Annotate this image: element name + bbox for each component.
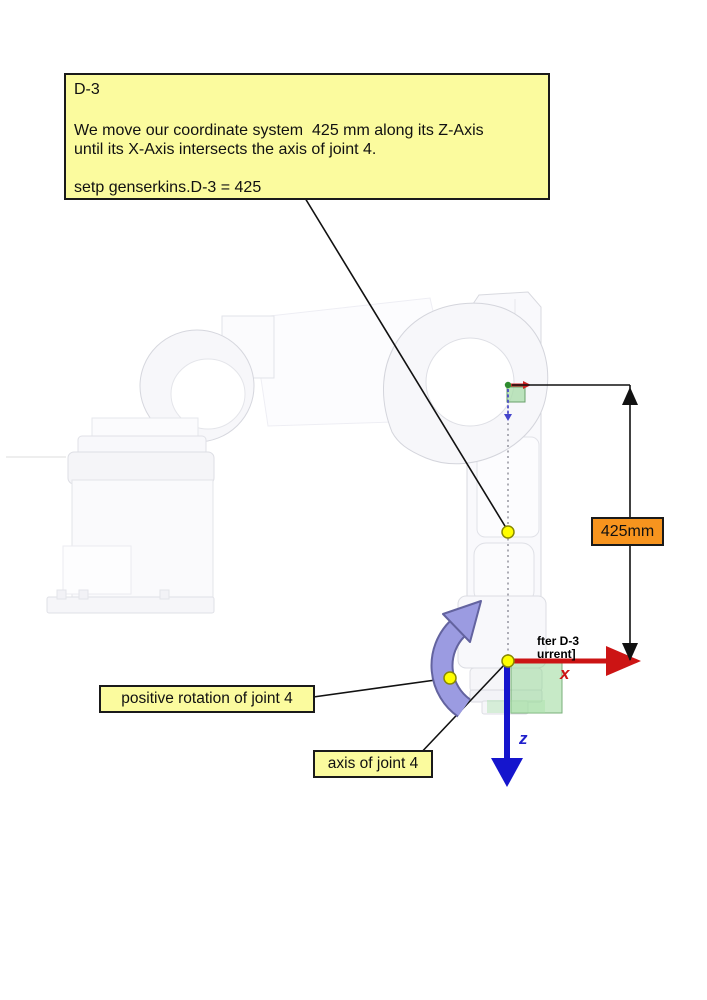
base-flange [68, 452, 214, 484]
base-panel [63, 546, 131, 594]
x-axis-arrowhead [606, 646, 641, 676]
frame-origin-dot [505, 382, 511, 388]
rotation-callout-box: positive rotation of joint 4 [99, 685, 315, 713]
leader-rotation-callout [299, 678, 450, 699]
note-body-line2: until its X-Axis intersects the axis of joint 4. [74, 141, 377, 158]
frame-caption-line1: fter D-3 [537, 634, 580, 648]
robot-arm-illustration [6, 292, 548, 714]
joint4-origin-marker-dot [502, 655, 514, 667]
rotation-marker-dot [444, 672, 456, 684]
note-body-line1: We move our coordinate system 425 mm along its Z-Axis [74, 122, 484, 139]
base-foot [57, 590, 66, 599]
frame-caption-line2: urrent] [537, 647, 576, 661]
forearm-cylinder [474, 543, 534, 603]
frame-caption [537, 635, 579, 661]
z-axis-label: z [519, 729, 528, 748]
elbow-joint-inner [426, 338, 514, 426]
note-command: setp genserkins.D-3 = 425 [74, 179, 262, 196]
note-title: D-3 [74, 81, 100, 98]
frame-highlight-top [507, 387, 525, 402]
axis-point-marker-dot [502, 526, 514, 538]
x-axis-label: x [560, 664, 570, 683]
base-plate [47, 597, 214, 613]
dimension-value-label: 425mm [591, 517, 664, 546]
z-axis-arrowhead [491, 758, 523, 787]
base-foot [79, 590, 88, 599]
dimension-arrowhead-up [622, 387, 638, 405]
base-foot [160, 590, 169, 599]
d3-note-box [64, 73, 550, 200]
axis-callout-box: axis of joint 4 [313, 750, 433, 778]
frame-highlight-strip [487, 700, 545, 713]
